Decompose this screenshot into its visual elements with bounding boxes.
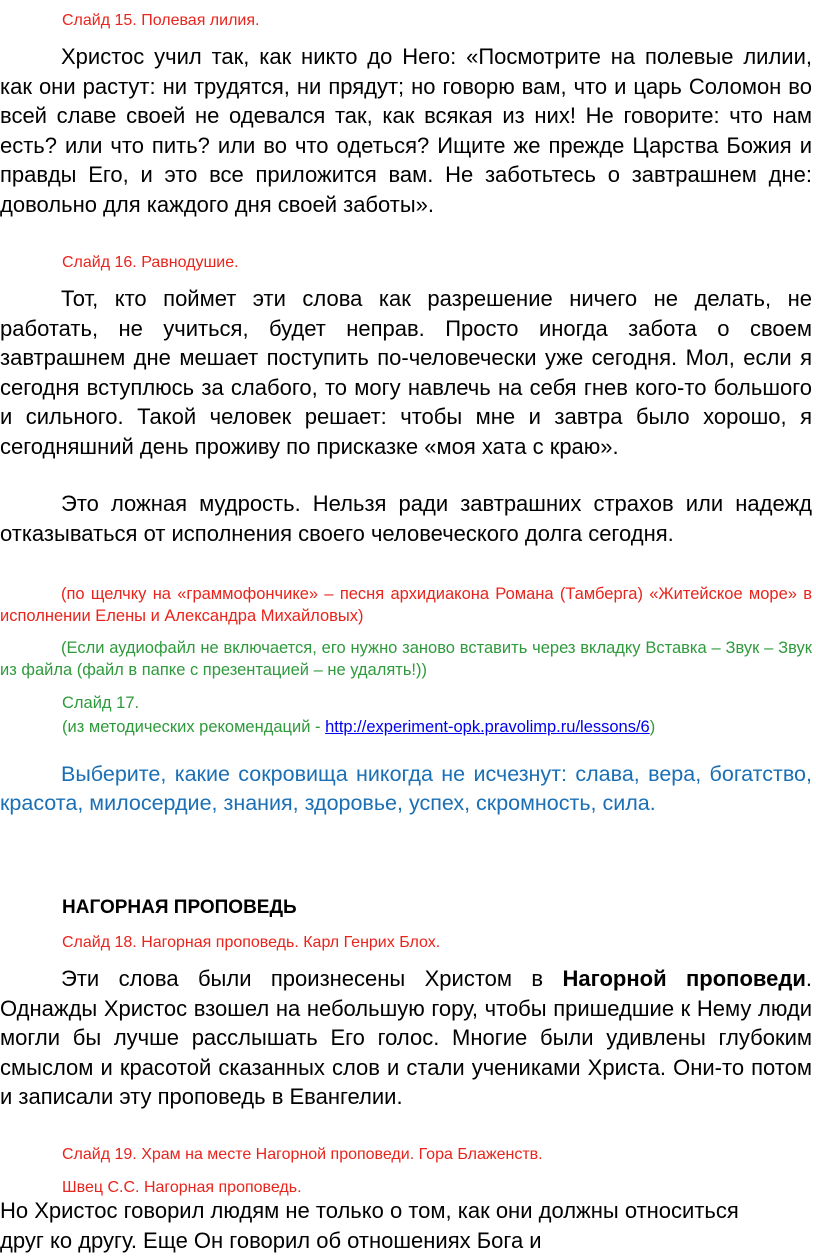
- paragraph-sermon: [0, 964, 816, 1112]
- sermon-text-start: Эти слова были произнесены Христом в: [61, 966, 563, 991]
- author-caption: Швец С.С. Нагорная проповедь.: [62, 1179, 302, 1196]
- paragraph-relations: Но Христос говорил людям не только о том, как они должны относиться друг ко другу. Еще Он говорил об отношениях Бога и: [0, 1198, 739, 1253]
- source-suffix: ): [649, 718, 656, 736]
- treasures-question: Выберите, какие сокровища никогда не исчезнут: слава, вера, богатство, красота, милосердие, знания, здоровье, успех, скромность, сила.: [0, 762, 812, 815]
- sermon-text-end: . Однажды Христос взошел на небольшую гору, чтобы пришедшие к Нему люди могли бы лучше расслышать Его голос. Многие были удивлены глубоким смыслом и красотой сказанных слов и стали учениками Христа. Они-то потом и записали эту проповедь в Евангелии.: [0, 966, 812, 1110]
- paragraph-false-wisdom: Это ложная мудрость. Нельзя ради завтрашних страхов или надежд отказываться от исполнения своего человеческого долга сегодня.: [0, 491, 812, 546]
- note-audio-instructions: (Если аудиофайл не включается, его нужно заново вставить через вкладку Вставка – Звук – Звук из файла (файл в папке с презентацией – не удалять!)): [0, 639, 812, 679]
- slide-18-label: Слайд 18. Нагорная проповедь. Карл Генрих Блох.: [62, 934, 441, 951]
- slide-17-label: Слайд 17.: [62, 694, 140, 712]
- slide-17-source: [0, 716, 816, 738]
- paragraph-indifference: Тот, кто поймет эти слова как разрешение ничего не делать, не работать, не учиться, будет неправ. Просто иногда забота о своем завтрашнем дне мешает поступить по-человечески уже сегодня. Мол, если я сегодня вступлюсь за слабого, то могу навлечь на себя гнев кого-то большого и сильного. Такой человек решает: чтобы мне и завтра было хорошо, я сегодняшний день проживу по присказке «моя хата с краю».: [0, 286, 812, 459]
- paragraph-lilies: Христос учил так, как никто до Него: «Посмотрите на полевые лилии, как они растут: ни трудятся, ни прядут; но говорю вам, что и царь Соломон во всей славе своей не одевался так, как всякая из них! Не говорите: что нам есть? или что пить? или во что одеться? Ищите же прежде Царства Божия и правды Его, и это все приложится вам. Не заботьтесь о завтрашнем дне: довольно для каждого дня своей заботы».: [0, 44, 812, 217]
- note-song: (по щелчку на «граммофончике» – песня архидиакона Романа (Тамберга) «Житейское море» в исполнении Елены и Александра Михайловых): [0, 585, 812, 625]
- sermon-bold-term: Нагорной проповеди: [562, 966, 806, 991]
- source-prefix: (из методических рекомендаций -: [62, 718, 326, 736]
- slide-15-label: Слайд 15. Полевая лилия.: [62, 12, 260, 29]
- slide-19-label: Слайд 19. Храм на месте Нагорной проповеди. Гора Блаженств.: [62, 1146, 543, 1163]
- lesson-link[interactable]: http://experiment-opk.pravolimp.ru/lessons/6: [325, 718, 650, 736]
- section-heading: НАГОРНАЯ ПРОПОВЕДЬ: [62, 897, 297, 918]
- slide-16-label: Слайд 16. Равнодушие.: [62, 254, 239, 271]
